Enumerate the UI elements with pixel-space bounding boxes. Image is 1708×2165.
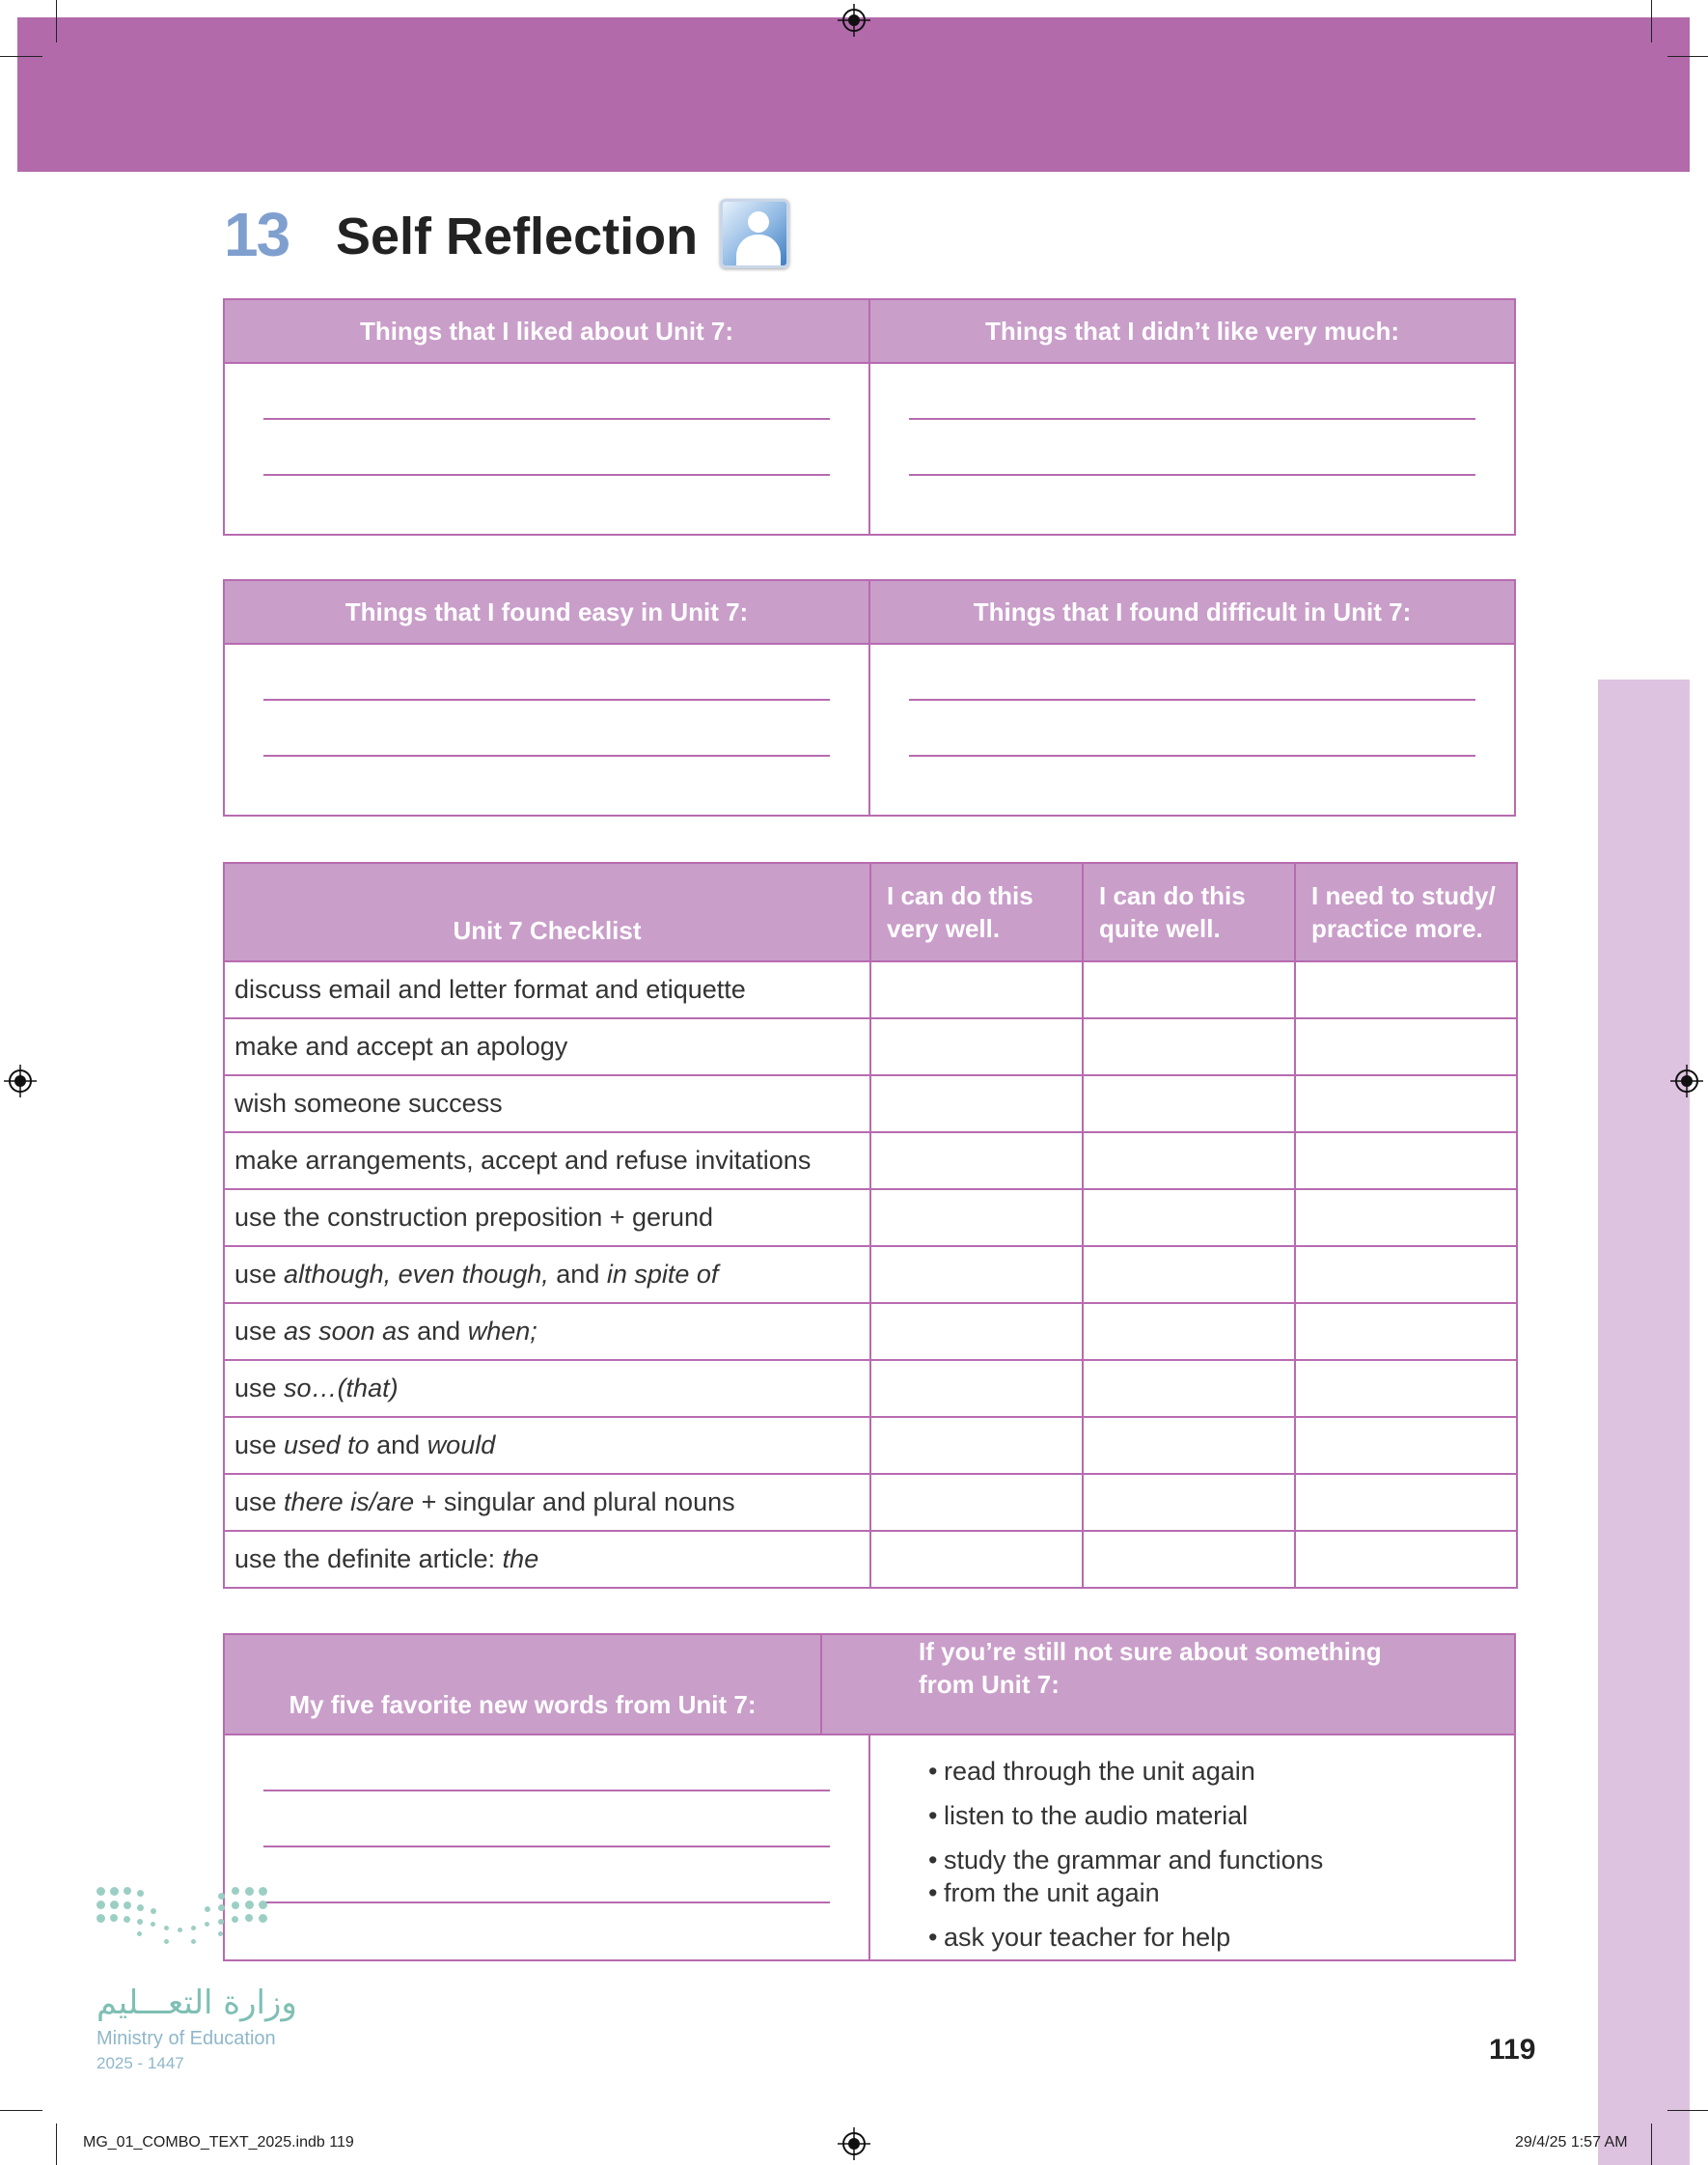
difficult-header: Things that I found difficult in Unit 7: <box>868 581 1514 643</box>
checkbox-cell-study-more[interactable] <box>1295 1132 1517 1189</box>
logo-dot <box>259 1901 267 1909</box>
tip-item-text: study the grammar and functions <box>944 1846 1324 1874</box>
logo-english-text: Ministry of Education <box>96 2028 276 2049</box>
crop-mark <box>1651 0 1652 42</box>
easy-difficult-box <box>223 579 1516 817</box>
checklist-row <box>224 1474 1517 1531</box>
ministry-logo <box>96 1887 328 2080</box>
checkbox-cell-very-well[interactable] <box>870 961 1083 1018</box>
writing-line <box>263 699 830 701</box>
crop-mark <box>1667 56 1708 57</box>
checklist-row <box>224 1531 1517 1588</box>
checklist-skill <box>224 1474 870 1531</box>
checklist-row <box>224 1189 1517 1246</box>
checkbox-cell-quite-well[interactable] <box>1083 1075 1295 1132</box>
checkbox-cell-study-more[interactable] <box>1295 1018 1517 1075</box>
checkbox-cell-quite-well[interactable] <box>1083 1360 1295 1417</box>
crop-mark <box>0 2110 42 2111</box>
print-slug-file: MG_01_COMBO_TEXT_2025.indb 119 <box>83 2134 354 2151</box>
checkbox-cell-quite-well[interactable] <box>1083 1531 1295 1588</box>
checkbox-cell-study-more[interactable] <box>1295 961 1517 1018</box>
logo-dot <box>96 1901 105 1909</box>
checkbox-cell-quite-well[interactable] <box>1083 1246 1295 1303</box>
checklist-row <box>224 1303 1517 1360</box>
logo-dot <box>151 1908 156 1914</box>
disliked-writing-area[interactable] <box>868 364 1514 534</box>
tip-item-continued-text: from the unit again <box>944 1878 1160 1907</box>
checkbox-cell-very-well[interactable] <box>870 1189 1083 1246</box>
logo-dot <box>110 1914 118 1922</box>
checkbox-cell-very-well[interactable] <box>870 1075 1083 1132</box>
writing-line <box>909 474 1475 476</box>
checklist-skill <box>224 1246 870 1303</box>
checkbox-cell-study-more[interactable] <box>1295 1303 1517 1360</box>
tips-area <box>868 1735 1514 1959</box>
checkbox-cell-quite-well[interactable] <box>1083 1303 1295 1360</box>
checklist-row <box>224 1018 1517 1075</box>
liked-writing-area[interactable] <box>225 364 868 534</box>
logo-dot <box>124 1916 130 1923</box>
logo-dot <box>137 1931 142 1936</box>
checkbox-cell-very-well[interactable] <box>870 1018 1083 1075</box>
logo-arabic-text: وزارة التعـــليم <box>96 1984 297 2022</box>
logo-dot <box>96 1887 105 1896</box>
skill-text: the <box>502 1544 539 1573</box>
logo-dot <box>259 1887 267 1896</box>
logo-dot <box>164 1939 169 1944</box>
logo-dot <box>218 1919 224 1925</box>
favorite-words-box <box>223 1633 1516 1961</box>
tip-item-continued <box>928 1876 1323 1909</box>
skill-text: use <box>234 1260 285 1289</box>
crop-mark <box>56 2123 57 2165</box>
checklist-skill <box>224 961 870 1018</box>
logo-dot <box>137 1890 144 1897</box>
logo-dot <box>205 1922 209 1927</box>
skill-text: use <box>234 1487 285 1516</box>
crop-mark <box>56 0 57 42</box>
top-color-band <box>17 17 1690 172</box>
checklist-skill <box>224 1360 870 1417</box>
unit-checklist-table <box>223 862 1518 1589</box>
skill-text: + singular and plural nouns <box>414 1487 735 1516</box>
section-number: 13 <box>224 200 289 269</box>
skill-text: would <box>427 1430 496 1459</box>
not-sure-header <box>820 1635 1514 1734</box>
logo-dot <box>218 1904 225 1911</box>
skill-text: use the definite article: <box>234 1544 503 1573</box>
logo-dot <box>164 1926 169 1930</box>
checklist-row <box>224 1075 1517 1132</box>
checklist-header: Unit 7 Checklist <box>224 863 870 961</box>
skill-text: used to <box>284 1430 370 1459</box>
writing-line <box>263 755 830 757</box>
easy-writing-area[interactable] <box>225 645 868 815</box>
writing-line <box>909 418 1475 420</box>
tip-item: • listen to the audio material <box>928 1799 1323 1832</box>
favorite-words-header <box>225 1635 820 1734</box>
checkbox-cell-very-well[interactable] <box>870 1246 1083 1303</box>
page-number: 119 <box>1489 2034 1536 2066</box>
checkbox-cell-very-well[interactable] <box>870 1531 1083 1588</box>
checkbox-cell-very-well[interactable] <box>870 1417 1083 1474</box>
tip-item: • ask your teacher for help <box>928 1921 1323 1954</box>
checkbox-cell-very-well[interactable] <box>870 1360 1083 1417</box>
logo-dot <box>245 1901 254 1909</box>
checkbox-cell-study-more[interactable] <box>1295 1189 1517 1246</box>
writing-line <box>263 474 830 476</box>
logo-dot <box>110 1887 119 1896</box>
crop-mark <box>1651 2123 1652 2165</box>
checklist-skill <box>224 1132 870 1189</box>
print-slug-date: 29/4/25 1:57 AM <box>1515 2134 1628 2151</box>
registration-mark-icon <box>838 2127 870 2160</box>
logo-dot <box>218 1931 223 1936</box>
logo-dot <box>259 1914 267 1923</box>
logo-dot <box>191 1926 196 1930</box>
checklist-row <box>224 1246 1517 1303</box>
skill-text: and <box>409 1317 468 1346</box>
writing-line <box>909 755 1475 757</box>
tip-item: • read through the unit again <box>928 1755 1323 1788</box>
logo-dot <box>178 1928 182 1932</box>
writing-line <box>263 418 830 420</box>
crop-mark <box>1667 2110 1708 2111</box>
checklist-skill <box>224 1018 870 1075</box>
checkbox-cell-quite-well[interactable] <box>1083 1474 1295 1531</box>
checkbox-cell-study-more[interactable] <box>1295 1075 1517 1132</box>
logo-dot <box>218 1893 225 1900</box>
writing-line <box>263 1790 830 1791</box>
writing-line <box>263 1901 830 1903</box>
writing-line <box>263 1846 830 1847</box>
not-sure-header-line2: from Unit 7: <box>919 1670 1060 1699</box>
checklist-row <box>224 1132 1517 1189</box>
checkbox-cell-very-well[interactable] <box>870 1132 1083 1189</box>
easy-header: Things that I found easy in Unit 7: <box>344 597 749 626</box>
skill-text: there is/are <box>284 1487 415 1516</box>
logo-dot <box>191 1939 196 1944</box>
skill-text: so…(that) <box>284 1374 399 1402</box>
writing-line <box>909 699 1475 701</box>
registration-mark-icon <box>4 1065 37 1097</box>
skill-text: make and accept an apology <box>234 1032 568 1061</box>
tips-list <box>928 1755 1323 1965</box>
logo-dot <box>245 1914 253 1922</box>
logo-dot <box>232 1887 239 1895</box>
logo-dot <box>124 1901 131 1909</box>
logo-year: 2025 - 1447 <box>96 2054 184 2072</box>
column-header-very-well: I can do this very well. <box>870 863 1083 961</box>
difficult-writing-area[interactable] <box>868 645 1514 815</box>
checklist-skill <box>224 1075 870 1132</box>
page-title: Self Reflection <box>336 208 699 265</box>
checklist-row <box>224 961 1517 1018</box>
liked-header: Things that I liked about Unit 7: <box>359 316 734 346</box>
column-header-study-more: I need to study/ practice more. <box>1295 863 1517 961</box>
skill-text: discuss email and letter format and etiquette <box>234 975 746 1004</box>
checklist-row <box>224 1360 1517 1417</box>
logo-dot <box>110 1901 119 1909</box>
registration-mark-icon <box>1670 1065 1703 1097</box>
skill-text: use <box>234 1317 285 1346</box>
crop-mark <box>0 56 42 57</box>
logo-dot <box>232 1901 239 1909</box>
checkbox-cell-quite-well[interactable] <box>1083 1417 1295 1474</box>
checkbox-cell-study-more[interactable] <box>1295 1417 1517 1474</box>
skill-text: use the construction preposition + gerund <box>234 1203 714 1232</box>
logo-dot <box>205 1906 210 1912</box>
self-reflection-icon <box>720 199 789 268</box>
checkbox-cell-quite-well[interactable] <box>1083 1018 1295 1075</box>
logo-dot <box>151 1922 155 1927</box>
checklist-row <box>224 1417 1517 1474</box>
checkbox-cell-quite-well[interactable] <box>1083 1132 1295 1189</box>
skill-text: use <box>234 1430 285 1459</box>
column-header-quite-well: I can do this quite well. <box>1083 863 1295 961</box>
checkbox-cell-study-more[interactable] <box>1295 1531 1517 1588</box>
checklist-skill <box>224 1303 870 1360</box>
skill-text: in spite of <box>606 1260 719 1289</box>
registration-mark-icon <box>838 4 870 37</box>
skill-text: when; <box>467 1317 537 1346</box>
checkbox-cell-quite-well[interactable] <box>1083 1189 1295 1246</box>
logo-dot <box>96 1914 105 1923</box>
checkbox-cell-quite-well[interactable] <box>1083 961 1295 1018</box>
checkbox-cell-very-well[interactable] <box>870 1303 1083 1360</box>
checkbox-cell-study-more[interactable] <box>1295 1474 1517 1531</box>
checklist-skill <box>224 1189 870 1246</box>
logo-dot <box>137 1919 143 1925</box>
skill-text: make arrangements, accept and refuse invitations <box>234 1146 812 1175</box>
checkbox-cell-study-more[interactable] <box>1295 1360 1517 1417</box>
not-sure-header-line1: If you’re still not sure about something <box>919 1637 1382 1666</box>
checklist-skill <box>224 1531 870 1588</box>
skill-text: wish someone success <box>234 1089 503 1118</box>
skill-text: and <box>548 1260 607 1289</box>
checkbox-cell-very-well[interactable] <box>870 1474 1083 1531</box>
logo-dot <box>245 1887 254 1896</box>
logo-dot <box>232 1916 238 1923</box>
skill-text: use <box>234 1374 285 1402</box>
checklist-skill <box>224 1417 870 1474</box>
skill-text: and <box>369 1430 427 1459</box>
side-color-band <box>1598 680 1690 2165</box>
logo-dot <box>137 1904 144 1911</box>
liked-disliked-box <box>223 298 1516 536</box>
skill-text: as soon as <box>284 1317 410 1346</box>
favorite-words-header-text: My five favorite new words from Unit 7: <box>289 1690 757 1719</box>
logo-dot <box>124 1887 131 1895</box>
disliked-header: Things that I didn’t like very much: <box>868 300 1514 362</box>
checkbox-cell-study-more[interactable] <box>1295 1246 1517 1303</box>
skill-text: although, even though, <box>284 1260 549 1289</box>
tip-item <box>928 1844 1323 1876</box>
